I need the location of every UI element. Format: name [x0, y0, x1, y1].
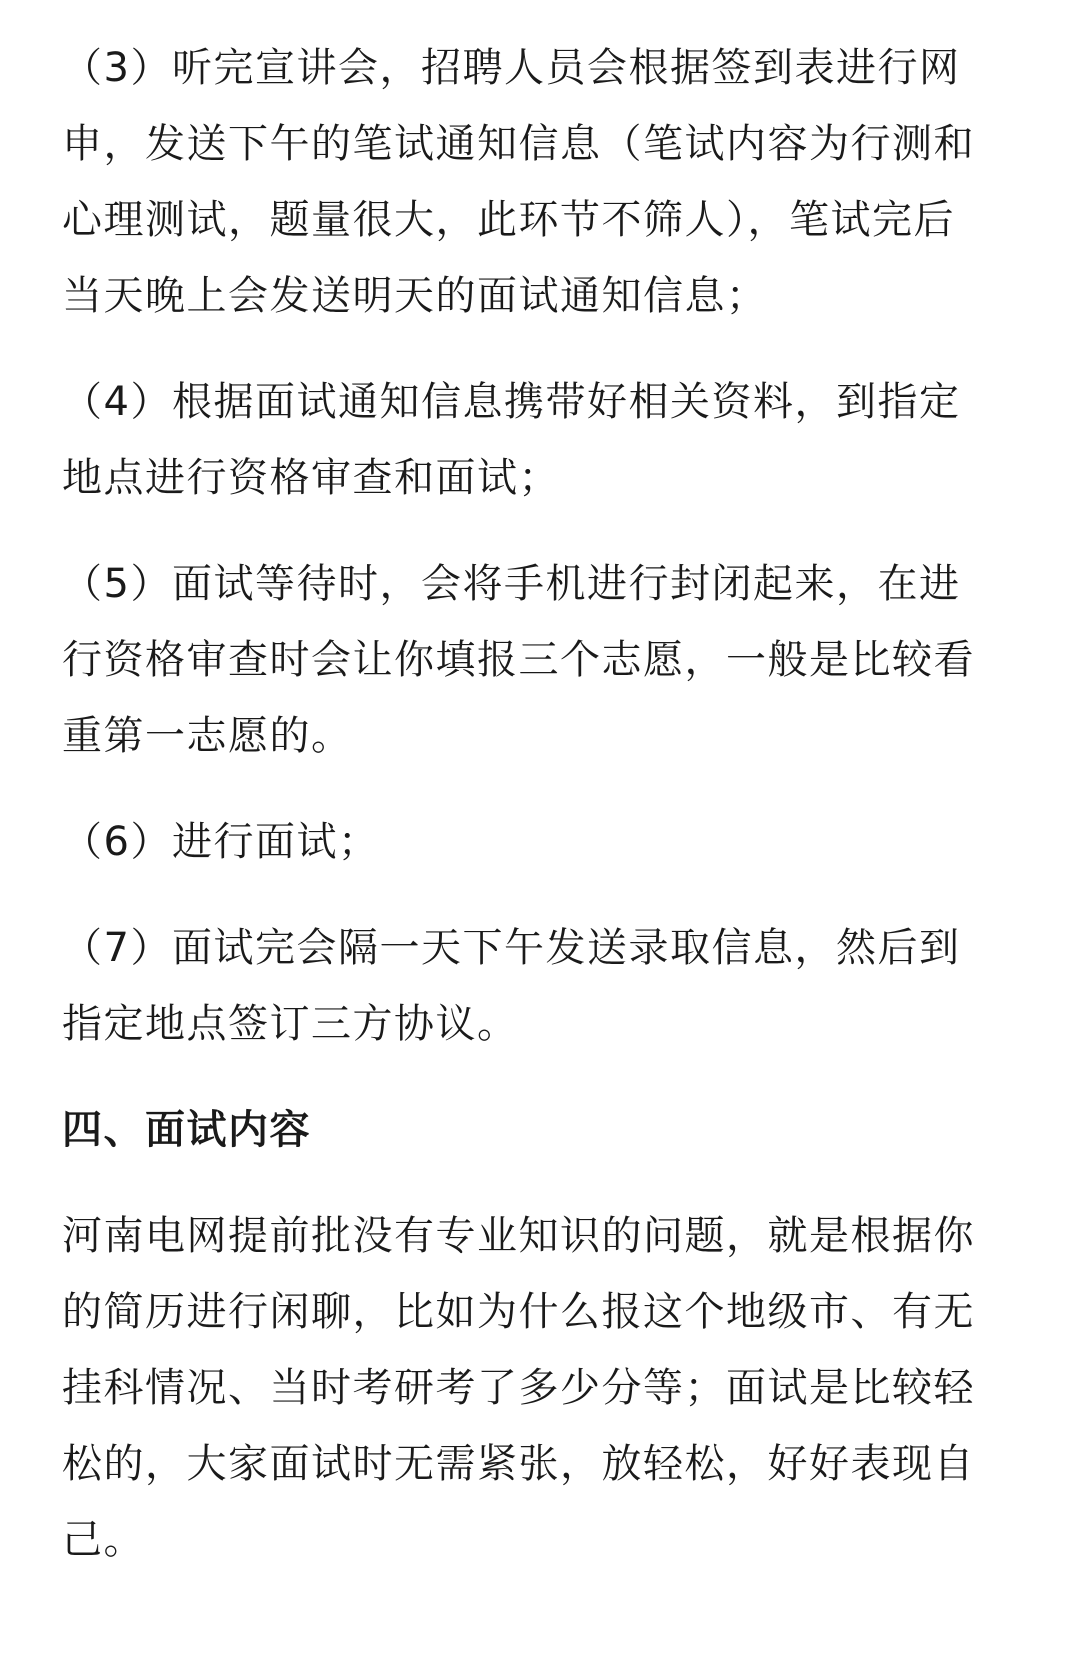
text-line: 指定地点签订三方协议。: [62, 1001, 519, 1047]
paragraph-step-4: [62, 364, 1012, 516]
text-line: （5）面试等待时，会将手机进行封闭起来，在进: [62, 561, 961, 607]
text-line: 心理测试，题量很大，此环节不筛人），笔试完后: [62, 197, 955, 243]
text-line: 己。: [62, 1517, 145, 1563]
paragraph-interview-description: [62, 1198, 1012, 1578]
text-line: （3）听完宣讲会，招聘人员会根据签到表进行网: [62, 45, 961, 91]
text-line: 河南电网提前批没有专业知识的问题，就是根据你: [62, 1213, 975, 1259]
paragraph-step-6: [62, 804, 1012, 880]
paragraph-step-5: [62, 546, 1012, 774]
paragraph-step-7: [62, 910, 1012, 1062]
text-line: 挂科情况、当时考研考了多少分等；面试是比较轻: [62, 1365, 975, 1411]
text-line: （7）面试完会隔一天下午发送录取信息，然后到: [62, 925, 961, 971]
text-line: 重第一志愿的。: [62, 713, 353, 759]
text-line: 的简历进行闲聊，比如为什么报这个地级市、有无: [62, 1289, 975, 1335]
text-line: 地点进行资格审查和面试；: [62, 455, 560, 501]
text-line: 申，发送下午的笔试通知信息（笔试内容为行测和: [62, 121, 975, 167]
text-line: （4）根据面试通知信息携带好相关资料，到指定: [62, 379, 961, 425]
text-line: 松的，大家面试时无需紧张，放轻松，好好表现自: [62, 1441, 975, 1487]
text-line: 当天晚上会发送明天的面试通知信息；: [62, 273, 768, 319]
paragraph-step-3: [62, 30, 1012, 334]
text-line: （6）进行面试；: [62, 819, 380, 865]
section-heading-interview-content: [62, 1092, 1012, 1168]
heading-text: 四、面试内容: [62, 1107, 311, 1153]
text-line: 行资格审查时会让你填报三个志愿，一般是比较看: [62, 637, 975, 683]
